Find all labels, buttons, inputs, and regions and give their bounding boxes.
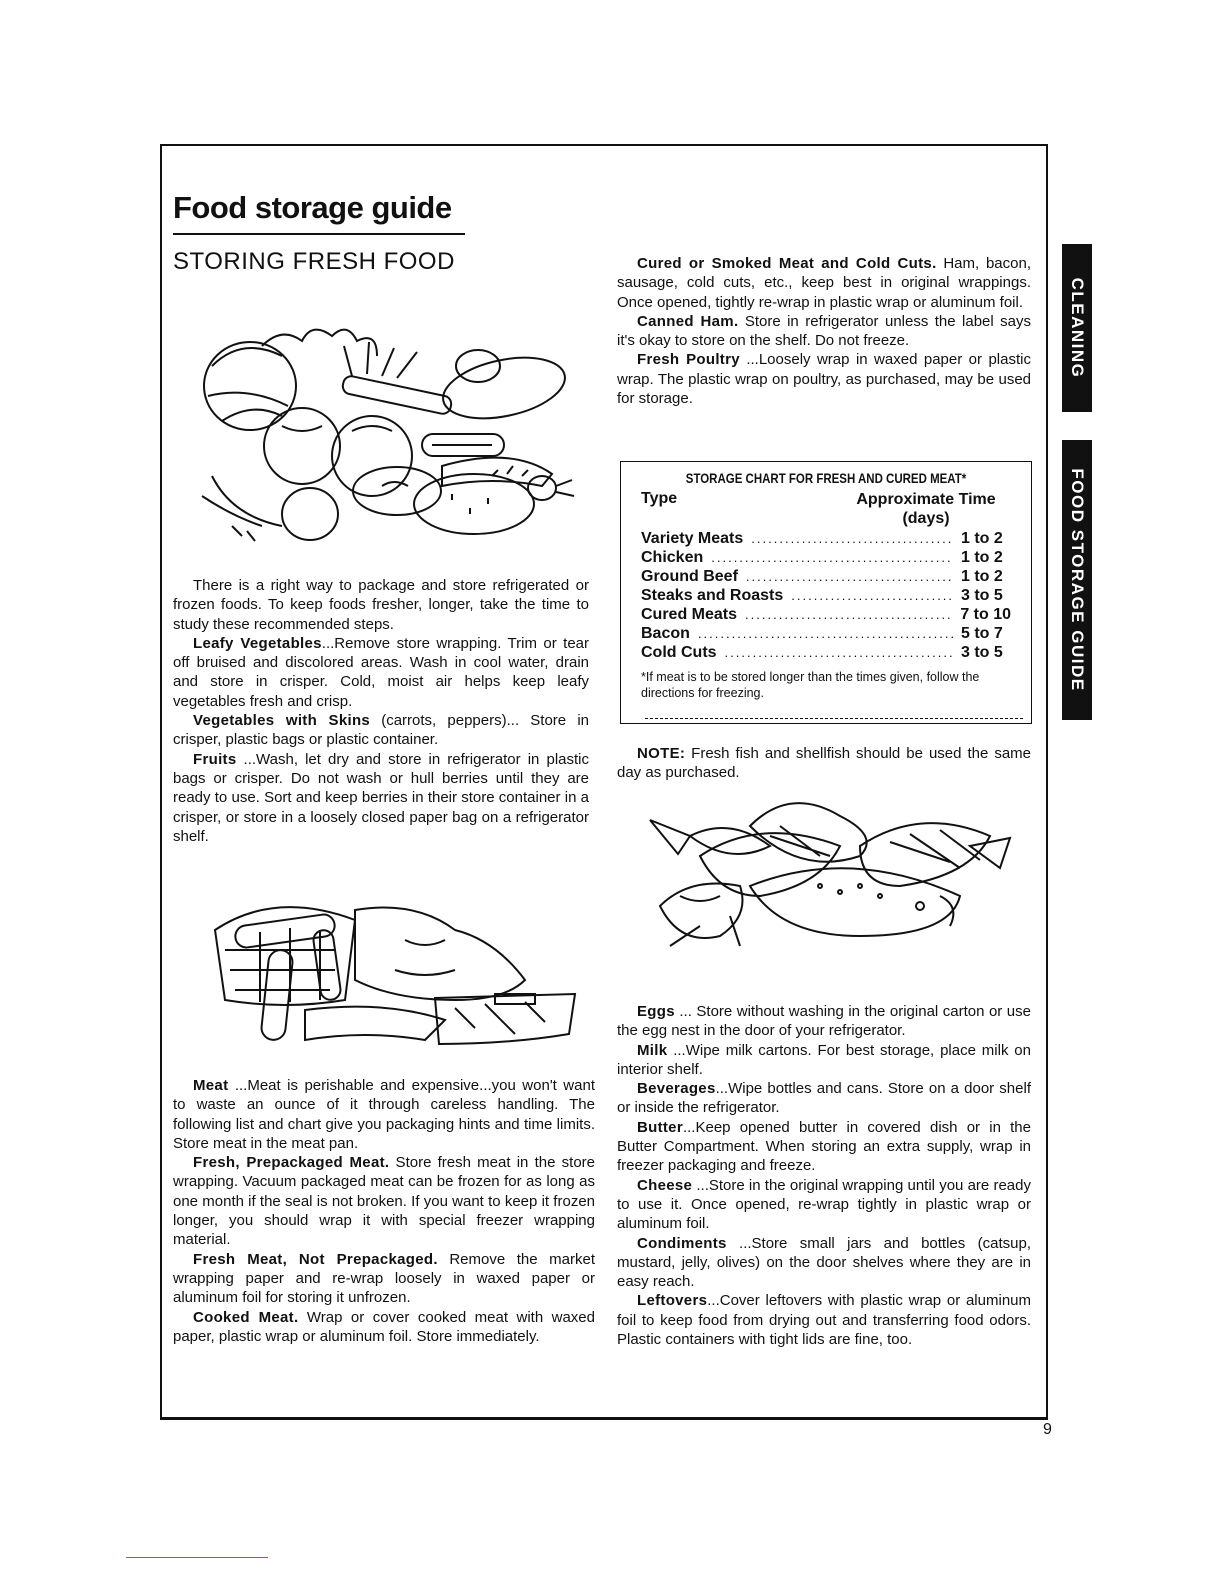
chart-days: 1 to 2 (961, 549, 1003, 566)
leftovers-text: ...Cover leftovers with plastic wrap or aluminum foil to keep food from drying out and transferring food odors. Plastic containers with tight lids are fine, too. (617, 1292, 1031, 1349)
butter-paragraph (617, 1118, 1031, 1176)
leftovers-lead: Leftovers (637, 1292, 708, 1310)
chart-column-time: Approximate Time (days) (856, 491, 996, 527)
chart-row (641, 568, 1011, 587)
right-column-top (617, 254, 1031, 408)
chart-days: 5 to 7 (961, 625, 1003, 642)
page-title: Food storage guide (173, 190, 452, 225)
leafy-vegetables-text: ...Remove store wrapping. Trim or tear off bruised and discolored areas. Wash in cool water, drain and store in crisper. Cold, moist air helps keep leafy vegetables fresh and crisp. (173, 634, 589, 710)
footer-rule (126, 1557, 268, 1558)
eggs-text: ... Store without washing in the original carton or use the egg nest in the door of your refrigerator. (617, 1003, 1031, 1040)
tab-food-storage-guide-label: FOOD STORAGE GUIDE (1068, 468, 1087, 692)
left-column-top (173, 576, 589, 846)
chart-row (641, 530, 1011, 549)
vegetables-illustration (192, 326, 584, 548)
chart-dashed-rule (645, 718, 1023, 719)
seafood-illustration (640, 796, 1024, 966)
milk-lead: Milk (637, 1041, 668, 1059)
leafy-vegetables-paragraph (173, 634, 589, 711)
chart-footnote: *If meat is to be stored longer than the times given, follow the directions for freezing. (641, 670, 980, 700)
cooked-meat-paragraph (173, 1308, 595, 1347)
cheese-lead: Cheese (637, 1176, 693, 1194)
section-heading: STORING FRESH FOOD (173, 248, 455, 275)
chart-column-type: Type (641, 490, 678, 507)
chart-title: STORAGE CHART FOR FRESH AND CURED MEAT* (685, 470, 967, 486)
chart-leader-dots (746, 569, 953, 584)
meat-text: ...Meat is perishable and expensive...you won't want to waste an ounce of it through careless handling. The following list and chart give you packaging hints and time limits. Store meat in the meat pan. (173, 1077, 595, 1152)
fruits-lead: Fruits (193, 750, 237, 768)
meat-storage-chart (620, 461, 1032, 724)
intro-paragraph: There is a right way to package and store refrigerated or frozen foods. To keep foods fresher, longer, take the time to study these recommended steps. (173, 577, 589, 633)
chart-meat-type: Ground Beef (641, 568, 738, 585)
condiments-paragraph (617, 1234, 1031, 1292)
chart-rows (641, 530, 1011, 663)
eggs-lead: Eggs (637, 1003, 675, 1020)
chart-leader-dots (791, 588, 953, 603)
chart-leader-dots (711, 550, 953, 565)
butter-lead: Butter (637, 1118, 683, 1136)
tab-cleaning-label: CLEANING (1068, 277, 1087, 379)
not-prepackaged-meat-lead: Fresh Meat, Not Prepackaged. (193, 1250, 438, 1268)
cured-meat-paragraph (617, 254, 1031, 312)
chart-meat-type: Bacon (641, 625, 690, 642)
eggs-paragraph (617, 1002, 1031, 1041)
fresh-poultry-text: ...Loosely wrap in waxed paper or plastic wrap. The plastic wrap on poultry, as purchased, may be used for storage. (617, 351, 1031, 408)
cured-meat-text: Ham, bacon, sausage, cold cuts, etc., keep best in original wrappings. Once opened, tightly re-wrap in plastic wrap or aluminum foil. (617, 255, 1031, 311)
chart-row (641, 549, 1011, 568)
chart-meat-type: Cured Meats (641, 606, 738, 623)
chart-meat-type: Variety Meats (641, 530, 744, 547)
chart-header-row (641, 490, 1011, 528)
chart-days: 3 to 5 (961, 644, 1003, 661)
chart-days: 7 to 10 (960, 606, 1011, 623)
vegetables-with-skins-text: (carrots, peppers)... Store in crisper, plastic bags or plastic container. (173, 712, 589, 749)
prepackaged-meat-lead: Fresh, Prepackaged Meat. (193, 1154, 390, 1172)
vegetables-with-skins-lead: Vegetables with Skins (193, 712, 371, 730)
chart-days: 1 to 2 (961, 530, 1003, 547)
cheese-text: ...Store in the original wrapping until you are ready to use it. Once opened, re-wrap tightly in plastic wrap or aluminum foil. (617, 1176, 1031, 1233)
chart-days: 3 to 5 (961, 587, 1003, 604)
title-underline (173, 233, 465, 235)
leftovers-paragraph (617, 1291, 1031, 1349)
prepackaged-meat-paragraph (173, 1153, 595, 1249)
fish-note-text: Fresh fish and shellfish should be used the same day as purchased. (617, 745, 1031, 782)
chart-meat-type: Chicken (641, 549, 704, 566)
cooked-meat-text: Wrap or cover cooked meat with waxed paper, plastic wrap or aluminum foil. Store immediately. (173, 1308, 595, 1345)
chart-leader-dots (745, 607, 952, 622)
chart-row (641, 644, 1011, 663)
chart-row (641, 606, 1011, 625)
chart-leader-dots (698, 626, 953, 641)
fruits-text: ...Wash, let dry and store in refrigerator in plastic bags or crisper. Do not wash or hull berries until they are ready to use. Sort and keep berries in their store container in a crisper, or store in a loosely closed paper bag on a refrigerator shelf. (173, 750, 589, 845)
beverages-lead: Beverages (637, 1080, 716, 1098)
chart-row (641, 625, 1011, 644)
fresh-poultry-lead: Fresh Poultry (637, 351, 740, 369)
chart-meat-type: Steaks and Roasts (641, 587, 784, 604)
beverages-paragraph (617, 1079, 1031, 1118)
vegetables-with-skins-paragraph (173, 711, 589, 750)
canned-ham-text: Store in refrigerator unless the label says it's okay to store on the shelf. Do not freeze. (617, 312, 1031, 350)
not-prepackaged-meat-paragraph (173, 1250, 595, 1308)
tab-cleaning[interactable] (1062, 244, 1092, 412)
tab-food-storage-guide[interactable] (1062, 440, 1092, 720)
canned-ham-lead: Canned Ham. (637, 312, 739, 330)
meat-lead: Meat (193, 1077, 229, 1094)
cheese-paragraph (617, 1176, 1031, 1234)
prepackaged-meat-text: Store fresh meat in the store wrapping. Vacuum packaged meat can be frozen for as long as one month if the seal is not broken. If you want to keep it frozen longer, you should wrap it with special freezer wrapping material. (173, 1154, 595, 1249)
not-prepackaged-meat-text: Remove the market wrapping paper and re-wrap loosely in waxed paper or aluminum foil for storing it unfrozen. (173, 1250, 595, 1307)
fresh-poultry-paragraph (617, 350, 1031, 408)
right-column-note (617, 744, 1031, 783)
milk-paragraph (617, 1041, 1031, 1080)
condiments-text: ...Store small jars and bottles (catsup, mustard, jelly, olives) on the door shelves where they are in easy reach. (617, 1234, 1031, 1291)
fish-note-lead: NOTE: (637, 745, 686, 762)
meat-illustration (205, 890, 589, 1050)
page-number: 9 (1043, 1421, 1052, 1438)
chart-leader-dots (725, 645, 953, 660)
butter-text: ...Keep opened butter in covered dish or in the Butter Compartment. When storing an extra supply, wrap in freezer packaging and freeze. (617, 1118, 1031, 1175)
beverages-text: ...Wipe bottles and cans. Store on a door shelf or inside the refrigerator. (617, 1080, 1031, 1117)
cured-meat-lead: Cured or Smoked Meat and Cold Cuts. (637, 255, 937, 272)
cooked-meat-lead: Cooked Meat. (193, 1308, 299, 1326)
chart-row (641, 587, 1011, 606)
fish-note-paragraph (617, 744, 1031, 783)
right-column-bottom (617, 1002, 1031, 1349)
leafy-vegetables-lead: Leafy Vegetables (193, 634, 322, 652)
chart-leader-dots (751, 531, 953, 546)
milk-text: ...Wipe milk cartons. For best storage, place milk on interior shelf. (617, 1041, 1031, 1078)
left-column-bottom (173, 1076, 595, 1346)
fruits-paragraph (173, 750, 589, 846)
condiments-lead: Condiments (637, 1234, 727, 1252)
chart-days: 1 to 2 (961, 568, 1003, 585)
meat-paragraph (173, 1076, 595, 1153)
chart-meat-type: Cold Cuts (641, 644, 717, 661)
canned-ham-paragraph (617, 312, 1031, 351)
